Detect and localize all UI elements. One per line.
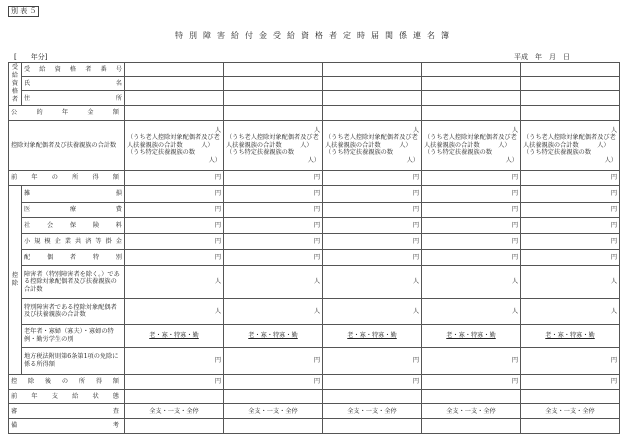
year-label: [ 年分] (14, 53, 48, 61)
row-misc (9, 185, 620, 202)
value-cell[interactable]: 円 (422, 347, 521, 374)
dependents-line: 人） (208, 156, 221, 164)
label-widow: 老年者・寡婦（寡夫）・寡婦の特例・勤労学生の別 (22, 324, 125, 347)
value-cell[interactable] (323, 76, 422, 91)
dependents-line: （うち老人控除対象配偶者及び老 (523, 134, 616, 142)
dependents-line: 人 (214, 126, 221, 134)
date-label: 平成 年 月 日 (514, 53, 570, 61)
label-special-disabled: 特別障害者である控除対象配偶者及び扶養親族の合計数 (22, 299, 125, 324)
value-cell[interactable] (323, 389, 422, 404)
value-cell[interactable]: 老・寡・特寡・勤 (323, 324, 422, 347)
dependents-line: （うち老人控除対象配偶者及び老 (424, 134, 517, 142)
dependents-line: （うち特定扶養親族の数 (424, 149, 493, 157)
row-prev-payment (9, 389, 620, 404)
value-cell[interactable]: 円 (224, 347, 323, 374)
row-social-insurance (9, 218, 620, 234)
value-cell[interactable]: 人 (224, 265, 323, 299)
row-widow (9, 324, 620, 347)
dependents-line: 人扶養親族の合計数 人） (424, 141, 511, 149)
label-local-tax: 地方税法附則第6条第1項の免除に係る所得額 (22, 347, 125, 374)
value-cell[interactable] (422, 76, 521, 91)
label-misc: 雑損 (22, 185, 125, 202)
value-cell[interactable] (125, 419, 224, 434)
value-cell[interactable] (125, 106, 224, 121)
dependents-line: （うち特定扶養親族の数 (523, 149, 592, 157)
value-cell[interactable]: 円 (422, 171, 521, 186)
value-cell[interactable]: 人 (521, 265, 620, 299)
value-cell[interactable] (422, 91, 521, 106)
value-cell[interactable] (224, 120, 323, 170)
value-cell[interactable]: 老・寡・特寡・勤 (125, 324, 224, 347)
value-cell[interactable]: 円 (125, 347, 224, 374)
value-cell[interactable]: 円 (521, 347, 620, 374)
dependents-line: 人扶養親族の合計数 人） (127, 141, 214, 149)
row-after-deduction (9, 374, 620, 389)
value-cell[interactable]: 円 (224, 185, 323, 202)
value-cell[interactable] (224, 419, 323, 434)
value-cell[interactable]: 円 (224, 374, 323, 389)
row-prev-income (9, 171, 620, 186)
row-address (9, 91, 620, 106)
value-cell[interactable]: 全支・一支・全停 (224, 404, 323, 419)
label-dependents: 控除対象配偶者及び扶養親族の合計数 (9, 120, 125, 170)
value-cell[interactable]: 円 (323, 249, 422, 265)
row-remarks (9, 419, 620, 434)
value-cell[interactable] (224, 63, 323, 77)
value-cell[interactable]: 人 (422, 265, 521, 299)
value-cell[interactable]: 老・寡・特寡・勤 (224, 324, 323, 347)
value-cell[interactable]: 円 (422, 185, 521, 202)
value-cell[interactable] (323, 419, 422, 434)
dependents-line: （うち老人控除対象配偶者及び老 (325, 134, 418, 142)
dependents-line: 人） (604, 156, 617, 164)
value-cell[interactable] (125, 389, 224, 404)
label-number: 受給資格者番号 (22, 63, 125, 77)
value-cell[interactable] (521, 63, 620, 77)
value-cell[interactable]: 円 (224, 249, 323, 265)
dependents-line: 人 (313, 126, 320, 134)
value-cell[interactable]: 円 (125, 249, 224, 265)
dependents-line: 人扶養親族の合計数 人） (523, 141, 610, 149)
value-cell[interactable]: 人 (224, 299, 323, 324)
value-cell[interactable] (422, 419, 521, 434)
value-cell[interactable]: 人 (323, 299, 422, 324)
dependents-line: 人） (406, 156, 419, 164)
value-cell[interactable]: 人 (125, 265, 224, 299)
row-special-disabled (9, 299, 620, 324)
value-cell[interactable] (521, 120, 620, 170)
row-pension (9, 106, 620, 121)
value-cell[interactable]: 円 (125, 185, 224, 202)
dependents-line: 人 (511, 126, 518, 134)
value-cell[interactable] (125, 63, 224, 77)
value-cell[interactable]: 人 (422, 299, 521, 324)
value-cell[interactable]: 円 (125, 171, 224, 186)
value-cell[interactable] (323, 63, 422, 77)
dependents-line: （うち特定扶養親族の数 (226, 149, 295, 157)
value-cell[interactable]: 円 (224, 171, 323, 186)
value-cell[interactable]: 円 (125, 202, 224, 218)
value-cell[interactable] (323, 120, 422, 170)
value-cell[interactable]: 円 (323, 185, 422, 202)
value-cell[interactable]: 老・寡・特寡・勤 (521, 324, 620, 347)
value-cell[interactable]: 円 (125, 218, 224, 234)
value-cell[interactable]: 円 (224, 218, 323, 234)
value-cell[interactable]: 人 (125, 299, 224, 324)
dependents-line: 人） (307, 156, 320, 164)
value-cell[interactable]: 円 (323, 202, 422, 218)
value-cell[interactable] (422, 63, 521, 77)
value-cell[interactable] (224, 106, 323, 121)
row-number (9, 63, 620, 77)
value-cell[interactable]: 全支・一支・全停 (422, 404, 521, 419)
value-cell[interactable]: 円 (323, 171, 422, 186)
label-name: 氏名 (22, 76, 125, 91)
dependents-line: 人 (412, 126, 419, 134)
value-cell[interactable] (125, 120, 224, 170)
label-spouse-special: 配偶者特別 (22, 249, 125, 265)
label-prev-income: 前年の所得額 (9, 171, 125, 186)
label-medical: 医療費 (22, 202, 125, 218)
label-disabled: 障害者（特別障害者を除く。）である控除対象配偶者及び扶養親族の合計数 (22, 265, 125, 299)
value-cell[interactable]: 円 (521, 249, 620, 265)
deduction-section-label: 控除 (9, 185, 22, 374)
dependents-line: 人扶養親族の合計数 人） (226, 141, 313, 149)
roster-table (8, 62, 620, 434)
value-cell[interactable]: 老・寡・特寡・勤 (422, 324, 521, 347)
value-cell[interactable]: 人 (521, 299, 620, 324)
value-cell[interactable] (521, 419, 620, 434)
value-cell[interactable] (323, 91, 422, 106)
row-name (9, 76, 620, 91)
value-cell[interactable]: 全支・一支・全停 (521, 404, 620, 419)
value-cell[interactable] (224, 91, 323, 106)
value-cell[interactable] (125, 76, 224, 91)
dependents-line: 人扶養親族の合計数 人） (325, 141, 412, 149)
label-pension: 公的年金額 (9, 106, 125, 121)
value-cell[interactable] (125, 91, 224, 106)
value-cell[interactable]: 円 (323, 347, 422, 374)
value-cell[interactable]: 全支・一支・全停 (125, 404, 224, 419)
value-cell[interactable]: 円 (422, 374, 521, 389)
value-cell[interactable]: 円 (224, 202, 323, 218)
row-dependents (9, 120, 620, 170)
value-cell[interactable] (422, 106, 521, 121)
row-spouse-special (9, 249, 620, 265)
row-small-business (9, 234, 620, 250)
value-cell[interactable]: 円 (323, 218, 422, 234)
value-cell[interactable]: 円 (125, 234, 224, 250)
label-review: 審査 (9, 404, 125, 419)
value-cell[interactable] (323, 106, 422, 121)
value-cell[interactable]: 円 (422, 202, 521, 218)
value-cell[interactable] (224, 76, 323, 91)
value-cell[interactable]: 円 (323, 374, 422, 389)
label-after-deduction: 控除後の所得額 (9, 374, 125, 389)
label-remarks: 備考 (9, 419, 125, 434)
dependents-line: （うち特定扶養親族の数 (325, 149, 394, 157)
value-cell[interactable]: 人 (323, 265, 422, 299)
dependents-line: 人 (610, 126, 617, 134)
value-cell[interactable] (521, 91, 620, 106)
value-cell[interactable] (224, 389, 323, 404)
dependents-line: （うち老人控除対象配偶者及び老 (226, 134, 319, 142)
row-medical (9, 202, 620, 218)
value-cell[interactable]: 円 (224, 234, 323, 250)
dependents-line: （うち老人控除対象配偶者及び老 (127, 134, 220, 142)
dependents-line: 人） (505, 156, 518, 164)
value-cell[interactable]: 円 (521, 218, 620, 234)
form-tag: 別 表 ５ (8, 6, 39, 17)
value-cell[interactable]: 円 (422, 234, 521, 250)
value-cell[interactable]: 円 (521, 202, 620, 218)
label-small-business: 小規模企業共済等掛金 (22, 234, 125, 250)
row-local-tax (9, 347, 620, 374)
label-address: 住所 (22, 91, 125, 106)
value-cell[interactable]: 円 (521, 185, 620, 202)
label-prev-payment: 前年支給状態 (9, 389, 125, 404)
value-cell[interactable]: 全支・一支・全停 (323, 404, 422, 419)
value-cell[interactable]: 円 (422, 249, 521, 265)
value-cell[interactable]: 円 (521, 171, 620, 186)
value-cell[interactable] (521, 76, 620, 91)
value-cell[interactable]: 円 (125, 374, 224, 389)
value-cell[interactable]: 円 (323, 234, 422, 250)
row-disabled (9, 265, 620, 299)
form-title: 特別障害給付金受給資格者定時届関係連名簿 (175, 31, 455, 40)
dependents-line: （うち特定扶養親族の数 (127, 149, 196, 157)
value-cell[interactable] (521, 106, 620, 121)
row-review (9, 404, 620, 419)
value-cell[interactable] (422, 120, 521, 170)
value-cell[interactable]: 円 (521, 234, 620, 250)
label-social-insurance: 社会保険料 (22, 218, 125, 234)
value-cell[interactable] (521, 389, 620, 404)
value-cell[interactable]: 円 (521, 374, 620, 389)
recipient-section-label: 受給資格者 (9, 63, 22, 106)
value-cell[interactable]: 円 (422, 218, 521, 234)
value-cell[interactable] (422, 389, 521, 404)
